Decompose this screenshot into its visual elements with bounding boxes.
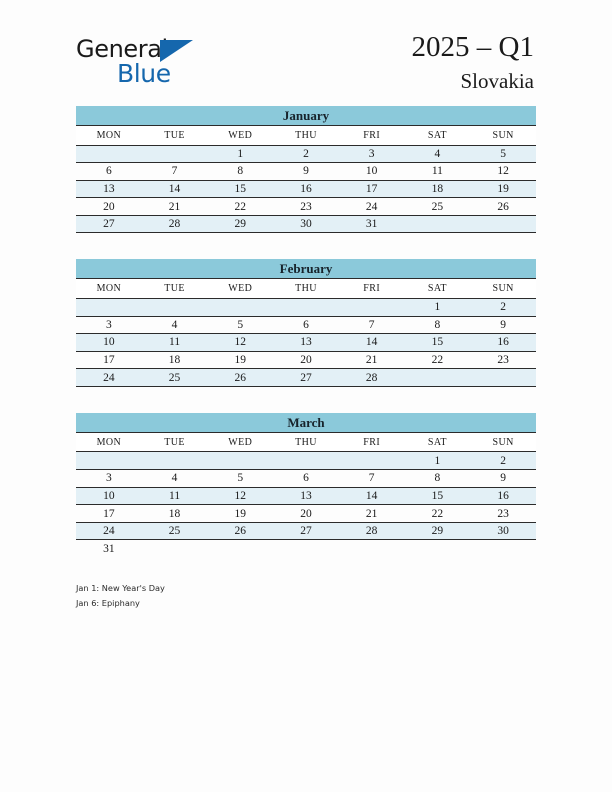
day-cell[interactable]: 25 — [142, 522, 208, 540]
week-row — [76, 452, 536, 470]
day-cell[interactable]: 6 — [273, 470, 339, 488]
day-cell[interactable]: 19 — [207, 351, 273, 369]
day-cell[interactable]: 21 — [339, 351, 405, 369]
weekday-header-sun: SUN — [470, 433, 536, 452]
weekday-header-mon: MON — [76, 126, 142, 145]
weekday-header-sun: SUN — [470, 279, 536, 298]
day-cell-empty — [76, 298, 142, 316]
day-cell[interactable]: 25 — [405, 198, 471, 216]
day-cell[interactable]: 26 — [207, 522, 273, 540]
weekday-header-mon: MON — [76, 433, 142, 452]
day-cell-empty — [142, 298, 208, 316]
day-cell[interactable]: 23 — [273, 198, 339, 216]
day-cell[interactable]: 21 — [339, 505, 405, 523]
month-table — [76, 433, 536, 558]
day-cell[interactable]: 11 — [142, 487, 208, 505]
day-cell[interactable]: 14 — [339, 334, 405, 352]
day-cell[interactable]: 11 — [405, 163, 471, 181]
day-cell[interactable]: 23 — [470, 505, 536, 523]
day-cell[interactable]: 30 — [273, 215, 339, 233]
day-cell[interactable]: 7 — [339, 470, 405, 488]
day-cell[interactable]: 13 — [273, 487, 339, 505]
week-row — [76, 198, 536, 216]
week-row — [76, 351, 536, 369]
day-cell[interactable]: 5 — [470, 145, 536, 163]
day-cell-holiday[interactable]: 1 — [207, 145, 273, 163]
day-cell[interactable]: 4 — [405, 145, 471, 163]
day-cell[interactable]: 14 — [339, 487, 405, 505]
day-cell-empty — [273, 298, 339, 316]
day-cell[interactable]: 26 — [470, 198, 536, 216]
day-cell[interactable]: 9 — [273, 163, 339, 181]
weekday-header-wed: WED — [207, 279, 273, 298]
day-cell[interactable]: 27 — [273, 369, 339, 387]
months-container — [76, 106, 536, 584]
day-cell[interactable]: 22 — [405, 351, 471, 369]
day-cell[interactable]: 15 — [207, 180, 273, 198]
day-cell[interactable]: 19 — [470, 180, 536, 198]
page-subtitle: Slovakia — [460, 69, 534, 93]
week-row — [76, 522, 536, 540]
holiday-note: Jan 6: Epiphany — [76, 597, 140, 608]
month-table — [76, 279, 536, 386]
day-cell-empty — [273, 540, 339, 558]
day-cell[interactable]: 9 — [470, 470, 536, 488]
day-cell[interactable]: 23 — [470, 351, 536, 369]
day-cell[interactable]: 10 — [339, 163, 405, 181]
day-cell[interactable]: 18 — [142, 351, 208, 369]
day-cell[interactable]: 8 — [405, 316, 471, 334]
holiday-note: Jan 1: New Year's Day — [76, 583, 165, 593]
day-cell[interactable]: 13 — [273, 334, 339, 352]
day-cell[interactable]: 10 — [76, 334, 142, 352]
weekday-header-fri: FRI — [339, 433, 405, 452]
day-cell[interactable]: 20 — [76, 198, 142, 216]
day-cell[interactable]: 13 — [76, 180, 142, 198]
day-cell[interactable]: 3 — [339, 145, 405, 163]
weekday-header-thu: THU — [273, 126, 339, 145]
day-cell[interactable]: 29 — [207, 215, 273, 233]
day-cell[interactable]: 17 — [339, 180, 405, 198]
day-cell[interactable]: 12 — [207, 487, 273, 505]
day-cell[interactable]: 16 — [273, 180, 339, 198]
day-cell[interactable]: 14 — [142, 180, 208, 198]
day-cell[interactable]: 12 — [207, 334, 273, 352]
month-block — [76, 259, 536, 386]
weekday-header-row — [76, 279, 536, 298]
day-cell[interactable]: 2 — [273, 145, 339, 163]
holiday-notes — [76, 581, 376, 610]
week-row — [76, 145, 536, 163]
day-cell[interactable]: 21 — [142, 198, 208, 216]
day-cell[interactable]: 4 — [142, 470, 208, 488]
day-cell[interactable]: 8 — [207, 163, 273, 181]
weekday-header-wed: WED — [207, 126, 273, 145]
month-block — [76, 106, 536, 233]
weekday-header-thu: THU — [273, 433, 339, 452]
day-cell-empty — [339, 452, 405, 470]
day-cell[interactable]: 3 — [76, 316, 142, 334]
day-cell-holiday[interactable]: 6 — [76, 163, 142, 181]
day-cell-empty — [76, 452, 142, 470]
day-cell[interactable]: 18 — [142, 505, 208, 523]
day-cell[interactable]: 24 — [76, 522, 142, 540]
day-cell[interactable]: 4 — [142, 316, 208, 334]
day-cell-empty — [405, 540, 471, 558]
day-cell[interactable]: 27 — [273, 522, 339, 540]
day-cell-empty — [207, 298, 273, 316]
day-cell[interactable]: 7 — [142, 163, 208, 181]
day-cell[interactable]: 2 — [470, 298, 536, 316]
brand-name-blue: Blue — [117, 59, 171, 88]
day-cell[interactable]: 28 — [339, 369, 405, 387]
month-table — [76, 126, 536, 233]
day-cell[interactable]: 22 — [405, 505, 471, 523]
day-cell[interactable]: 26 — [207, 369, 273, 387]
day-cell-empty — [470, 540, 536, 558]
day-cell-empty — [207, 540, 273, 558]
day-cell[interactable]: 30 — [470, 522, 536, 540]
day-cell-empty — [142, 540, 208, 558]
day-cell[interactable]: 19 — [207, 505, 273, 523]
day-cell-empty — [339, 298, 405, 316]
day-cell[interactable]: 20 — [273, 505, 339, 523]
day-cell-empty — [142, 452, 208, 470]
day-cell[interactable]: 1 — [405, 298, 471, 316]
day-cell[interactable]: 5 — [207, 470, 273, 488]
day-cell[interactable]: 27 — [76, 215, 142, 233]
weekday-header-fri: FRI — [339, 279, 405, 298]
week-row — [76, 298, 536, 316]
day-cell[interactable]: 6 — [273, 316, 339, 334]
day-cell-empty — [405, 369, 471, 387]
title-block — [412, 30, 534, 94]
weekday-header-fri: FRI — [339, 126, 405, 145]
day-cell[interactable]: 31 — [339, 215, 405, 233]
weekday-header-sat: SAT — [405, 433, 471, 452]
month-title: January — [76, 106, 536, 126]
month-title: February — [76, 259, 536, 279]
weekday-header-thu: THU — [273, 279, 339, 298]
weekday-header-sun: SUN — [470, 126, 536, 145]
day-cell[interactable]: 17 — [76, 505, 142, 523]
week-row — [76, 487, 536, 505]
day-cell[interactable]: 28 — [339, 522, 405, 540]
day-cell[interactable]: 18 — [405, 180, 471, 198]
weekday-header-tue: TUE — [142, 279, 208, 298]
day-cell[interactable]: 28 — [142, 215, 208, 233]
month-block — [76, 413, 536, 558]
weekday-header-tue: TUE — [142, 433, 208, 452]
week-row — [76, 334, 536, 352]
day-cell[interactable]: 22 — [207, 198, 273, 216]
weekday-header-tue: TUE — [142, 126, 208, 145]
day-cell[interactable]: 24 — [339, 198, 405, 216]
week-row — [76, 316, 536, 334]
day-cell[interactable]: 12 — [470, 163, 536, 181]
day-cell[interactable]: 8 — [405, 470, 471, 488]
brand-logo[interactable] — [76, 36, 296, 92]
day-cell[interactable]: 17 — [76, 351, 142, 369]
day-cell[interactable]: 31 — [103, 542, 115, 555]
week-row — [76, 163, 536, 181]
day-cell[interactable]: 16 — [470, 487, 536, 505]
day-cell[interactable]: 9 — [470, 316, 536, 334]
weekday-header-row — [76, 126, 536, 145]
weekday-header-wed: WED — [207, 433, 273, 452]
day-cell-empty — [273, 452, 339, 470]
day-cell[interactable]: 3 — [76, 470, 142, 488]
day-cell[interactable]: 15 — [405, 334, 471, 352]
day-cell[interactable]: 15 — [405, 487, 471, 505]
week-row — [76, 540, 536, 558]
week-row — [76, 180, 536, 198]
day-cell[interactable]: 2 — [470, 452, 536, 470]
day-cell[interactable]: 29 — [405, 522, 471, 540]
day-cell[interactable]: 11 — [142, 334, 208, 352]
weekday-header-row — [76, 433, 536, 452]
day-cell-empty — [142, 145, 208, 163]
day-cell[interactable]: 16 — [470, 334, 536, 352]
day-cell-empty — [470, 369, 536, 387]
week-row — [76, 470, 536, 488]
week-row — [76, 369, 536, 387]
day-cell-empty — [339, 540, 405, 558]
day-cell-empty — [76, 145, 142, 163]
brand-name-general: General — [76, 35, 168, 63]
day-cell[interactable]: 7 — [339, 316, 405, 334]
page-title: 2025 – Q1 — [411, 31, 534, 63]
week-row — [76, 505, 536, 523]
day-cell[interactable]: 25 — [142, 369, 208, 387]
day-cell[interactable]: 10 — [76, 487, 142, 505]
weekday-header-sat: SAT — [405, 279, 471, 298]
day-cell[interactable]: 5 — [207, 316, 273, 334]
weekday-header-sat: SAT — [405, 126, 471, 145]
day-cell-empty — [405, 215, 471, 233]
day-cell-empty — [207, 452, 273, 470]
month-title: March — [76, 413, 536, 433]
page-header — [0, 0, 612, 100]
day-cell[interactable]: 24 — [76, 369, 142, 387]
day-cell-empty — [470, 215, 536, 233]
day-cell[interactable]: 20 — [273, 351, 339, 369]
day-cell[interactable]: 1 — [405, 452, 471, 470]
weekday-header-mon: MON — [76, 279, 142, 298]
week-row — [76, 215, 536, 233]
